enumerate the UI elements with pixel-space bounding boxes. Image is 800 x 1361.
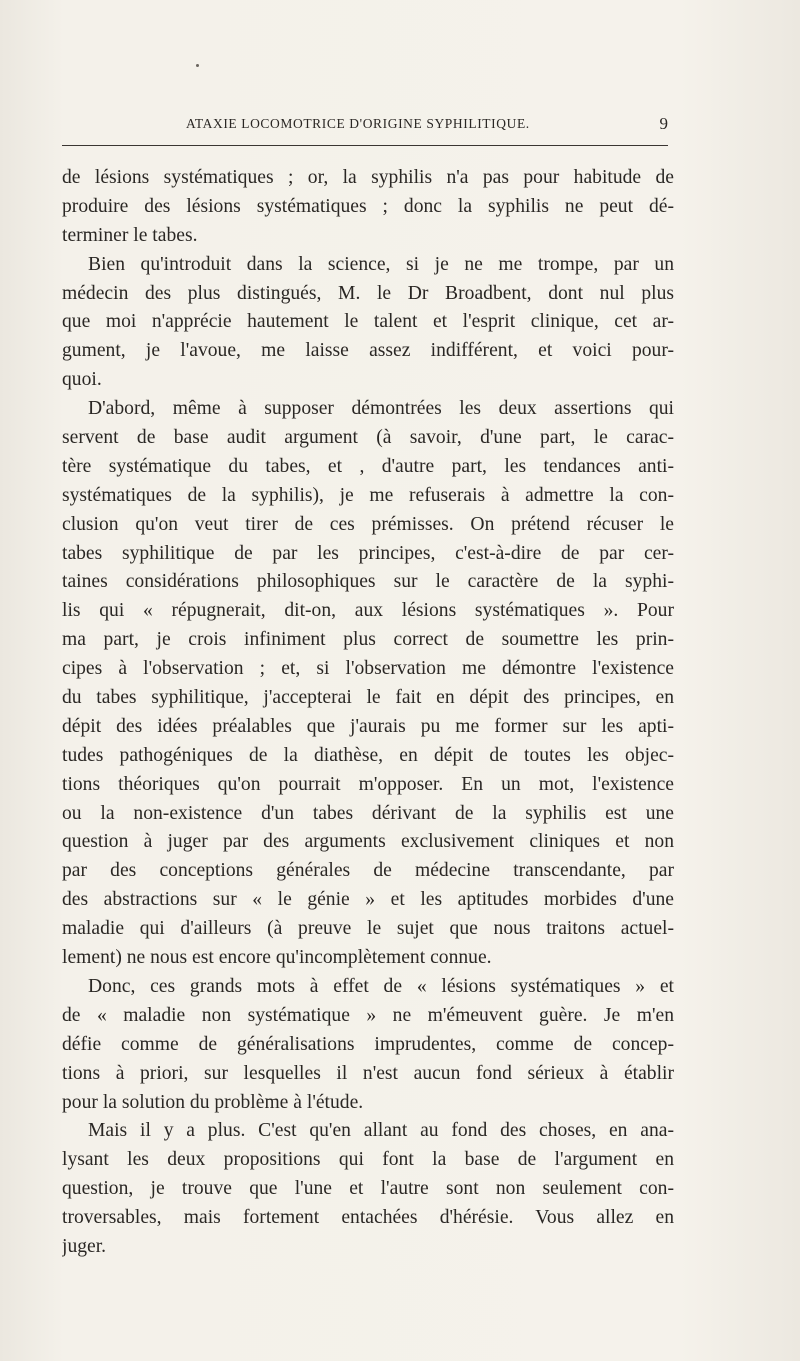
text-line: défie comme de généralisations imprudentes, comme de concep-: [62, 1033, 674, 1055]
text-line: cipes à l'observation ; et, si l'observation me démontre l'existence: [62, 658, 674, 680]
ink-speck: [196, 64, 199, 67]
text-line: Donc, ces grands mots à effet de « lésions systématiques » et: [88, 975, 674, 997]
text-line: maladie qui d'ailleurs (à preuve le sujet que nous traitons actuel-: [62, 918, 674, 940]
text-line: tudes pathogéniques de la diathèse, en dépit de toutes les objec-: [62, 744, 674, 766]
text-line: médecin des plus distingués, M. le Dr Broadbent, dont nul plus: [62, 282, 674, 304]
text-line: taines considérations philosophiques sur le caractère de la syphi-: [62, 571, 674, 593]
text-line: ma part, je crois infiniment plus correct de soumettre les prin-: [62, 629, 674, 651]
text-line: des abstractions sur « le génie » et les aptitudes morbides d'une: [62, 889, 674, 911]
text-line: juger.: [62, 1235, 107, 1257]
text-line: dépit des idées préalables que j'aurais pu me former sur les apti-: [62, 715, 674, 737]
text-line: troversables, mais fortement entachées d'hérésie. Vous allez en: [62, 1207, 674, 1229]
text-line: tions à priori, sur lesquelles il n'est aucun fond sérieux à établir: [62, 1062, 674, 1084]
text-line: clusion qu'on veut tirer de ces prémisses. On prétend récuser le: [62, 513, 674, 535]
header-rule: [62, 145, 668, 146]
text-line: question, je trouve que l'une et l'autre sont non seulement con-: [62, 1178, 674, 1200]
text-line: quoi.: [62, 369, 102, 391]
text-line: lement) ne nous est encore qu'incomplètement connue.: [62, 947, 492, 969]
text-line: que moi n'apprécie hautement le talent et l'esprit clinique, cet ar-: [62, 311, 674, 333]
running-title: ATAXIE LOCOMOTRICE D'ORIGINE SYPHILITIQUE.: [186, 116, 530, 131]
text-line: de lésions systématiques ; or, la syphilis n'a pas pour habitude de: [62, 167, 674, 188]
text-line: terminer le tabes.: [62, 224, 198, 246]
text-line: pour la solution du problème à l'étude.: [62, 1091, 364, 1113]
text-line: D'abord, même à supposer démontrées les deux assertions qui: [88, 398, 674, 420]
text-line: lysant les deux propositions qui font la base de l'argument en: [62, 1149, 674, 1171]
text-line: produire des lésions systématiques ; donc la syphilis ne peut dé-: [62, 195, 674, 217]
text-line: tabes syphilitique de par les principes, c'est-à-dire de par cer-: [62, 542, 674, 564]
text-line: tions théoriques qu'on pourrait m'opposer. En un mot, l'existence: [62, 773, 674, 795]
text-line: question à juger par des arguments exclusivement cliniques et non: [62, 831, 674, 853]
text-line: systématiques de la syphilis), je me refuserais à admettre la con-: [62, 484, 674, 506]
text-line: Mais il y a plus. C'est qu'en allant au fond des choses, en ana-: [88, 1120, 674, 1142]
text-line: Bien qu'introduit dans la science, si je ne me trompe, par un: [88, 253, 674, 275]
text-line: servent de base audit argument (à savoir, d'une part, le carac-: [62, 427, 674, 449]
text-line: par des conceptions générales de médecine transcendante, par: [62, 860, 674, 882]
body-text: [62, 164, 674, 1262]
text-line: gument, je l'avoue, me laisse assez indifférent, et voici pour-: [62, 340, 674, 362]
running-head: [62, 116, 668, 138]
text-line: du tabes syphilitique, j'accepterai le fait en dépit des principes, en: [62, 687, 674, 709]
text-line: de « maladie non systématique » ne m'émeuvent guère. Je m'en: [62, 1004, 674, 1026]
text-line: tère systématique du tabes, et , d'autre part, les tendances anti-: [62, 455, 674, 477]
text-line: lis qui « répugnerait, dit-on, aux lésions systématiques ». Pour: [62, 600, 674, 622]
page-number: 9: [659, 114, 668, 133]
text-line: ou la non-existence d'un tabes dérivant de la syphilis est une: [62, 802, 674, 824]
